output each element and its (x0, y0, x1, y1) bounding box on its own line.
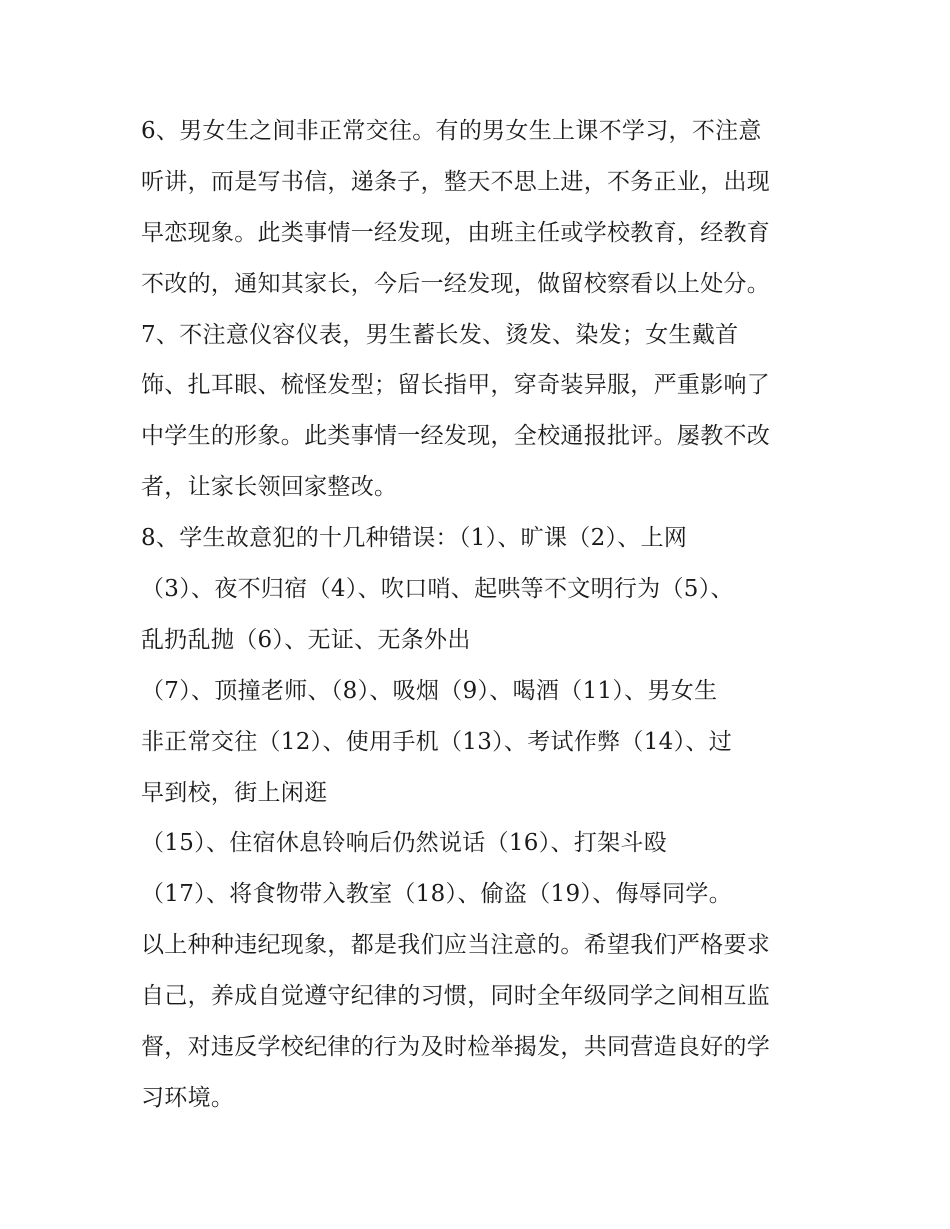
text-line: 不改的，通知其家长，今后一经发现，做留校察看以上处分。 (141, 270, 771, 297)
text-line: 非正常交往（12）、使用手机（13）、考试作弊（14）、过 (141, 728, 732, 755)
text-line: 听讲，而是写书信，递条子，整天不思上进，不务正业，出现 (141, 168, 771, 195)
text-line: 中学生的形象。此类事情一经发现，全校通报批评。屡教不改 (141, 423, 771, 450)
text-line: 饰、扎耳眼、梳怪发型；留长指甲，穿奇装异服，严重影响了 (141, 372, 771, 399)
text-line: 7、不注意仪容仪表，男生蓄长发、烫发、染发；女生戴首 (141, 321, 739, 348)
text-line: 早到校，街上闲逛 (141, 779, 328, 806)
text-line: （7）、顶撞老师、（8）、吸烟（9）、喝酒（11）、男女生 (141, 677, 718, 704)
text-line: （17）、将食物带入教室（18）、偷盗（19）、侮辱同学。 (141, 881, 732, 908)
text-line: 早恋现象。此类事情一经发现，由班主任或学校教育，经教育 (141, 219, 771, 246)
text-line: 督，对违反学校纪律的行为及时检举揭发，共同营造良好的学 (141, 1034, 771, 1061)
text-line: 8、学生故意犯的十几种错误：（1）、旷课（2）、上网 (141, 525, 688, 552)
text-line: 习环境。 (141, 1084, 235, 1111)
text-line: 乱扔乱抛（6）、无证、无条外出 (141, 626, 471, 653)
text-line: （3）、夜不归宿（4）、吹口哨、起哄等不文明行为（5）、 (141, 576, 734, 603)
text-line: 自己，养成自觉遵守纪律的习惯，同时全年级同学之间相互监 (141, 983, 771, 1010)
text-line: 以上种种违纪现象，都是我们应当注意的。希望我们严格要求 (141, 932, 771, 959)
text-line: 6、男女生之间非正常交往。有的男女生上课不学习，不注意 (141, 118, 762, 144)
document-body (141, 106, 831, 1124)
text-line: （15）、住宿休息铃响后仍然说话（16）、打架斗殴 (141, 830, 668, 857)
text-line: 者，让家长领回家整改。 (141, 474, 398, 501)
